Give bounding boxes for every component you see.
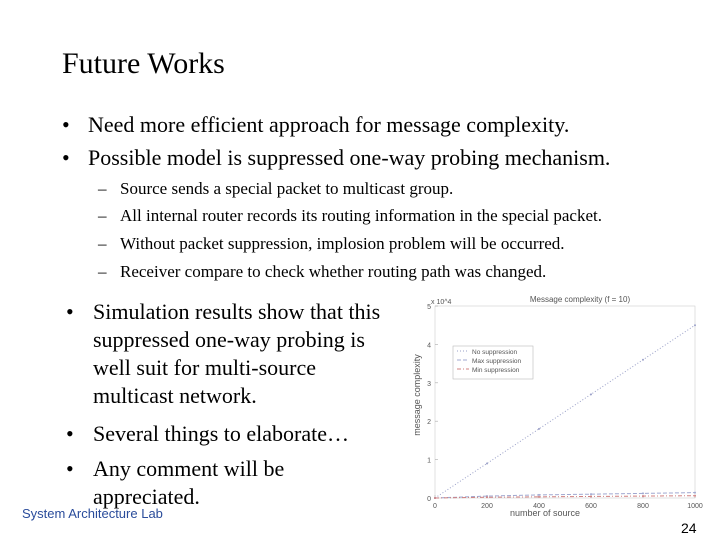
chart-x-tick-label: 800 — [637, 503, 649, 510]
chart-data-point — [590, 393, 592, 395]
sub-bullet-text: Without packet suppression, implosion problem will be occurred. — [120, 234, 565, 253]
chart-data-point — [590, 493, 592, 495]
chart-data-point — [538, 494, 540, 496]
bullet-text: Need more efficient approach for message complexity. — [88, 112, 570, 137]
chart-y-tick-label: 5 — [427, 304, 431, 311]
chart-data-point — [590, 495, 592, 497]
bullet-icon: • — [62, 112, 70, 137]
page-number: 24 — [681, 520, 697, 536]
chart-x-tick-label: 400 — [533, 503, 545, 510]
chart-title: Message complexity (f = 10) — [529, 295, 631, 304]
chart-data-point — [642, 495, 644, 497]
bullet-icon: • — [66, 421, 74, 446]
chart-data-point — [538, 428, 540, 430]
bullet-text: Any comment will be appreciated. — [93, 456, 285, 509]
sub-bullet-text: Receiver compare to check whether routing path was changed. — [120, 262, 547, 281]
dash-icon: – — [98, 234, 107, 253]
dash-icon: – — [98, 179, 107, 198]
bullet-icon: • — [66, 456, 74, 481]
chart-y-tick-label: 3 — [427, 380, 431, 388]
chart-y-tick-label: 2 — [427, 419, 431, 427]
chart-data-point — [486, 496, 488, 498]
dash-icon: – — [98, 262, 107, 281]
chart-data-point — [694, 492, 696, 494]
chart-x-tick-label: 200 — [481, 503, 493, 510]
sub-bullet-text: Source sends a special packet to multicast group. — [120, 179, 454, 198]
chart-legend-label: Min suppression — [472, 367, 520, 374]
bullet-text: Several things to elaborate… — [93, 421, 349, 446]
chart-data-point — [486, 462, 488, 464]
bullet-text: Simulation results show that this suppressed one-way probing is well suit for multi-source multicast network. — [93, 299, 381, 408]
chart-legend-label: Max suppression — [472, 358, 522, 365]
chart-plot-frame — [435, 306, 695, 498]
sub-bullet-text: All internal router records its routing information in the special packet. — [120, 206, 602, 225]
chart-x-tick-label: 600 — [585, 503, 597, 510]
bullet-icon: • — [62, 145, 70, 170]
chart-exponent-label: x 10^4 — [431, 299, 452, 306]
chart-legend-label: No suppression — [472, 349, 518, 356]
chart-data-point — [694, 324, 696, 326]
footer-lab-name: System Architecture Lab — [22, 506, 163, 521]
chart-data-point — [538, 496, 540, 498]
slide-title: Future Works — [62, 47, 225, 80]
chart-x-axis-label: number of source — [509, 508, 581, 518]
chart-y-tick-label: 0 — [427, 496, 431, 503]
chart-data-point — [642, 359, 644, 361]
bullet-text: Possible model is suppressed one-way probing mechanism. — [88, 145, 611, 170]
chart-data-point — [694, 495, 696, 497]
chart-y-tick-label: 4 — [427, 342, 431, 350]
chart-data-point — [642, 492, 644, 494]
chart-y-tick-label: 1 — [427, 457, 431, 465]
chart-x-tick-label: 1000 — [687, 503, 703, 510]
dash-icon: – — [98, 206, 107, 225]
chart-data-point — [434, 497, 436, 499]
chart-x-tick-label: 0 — [433, 503, 437, 510]
bullet-icon: • — [66, 299, 74, 324]
message-complexity-chart — [405, 290, 705, 522]
chart-y-axis-label: message complexity — [412, 354, 422, 436]
